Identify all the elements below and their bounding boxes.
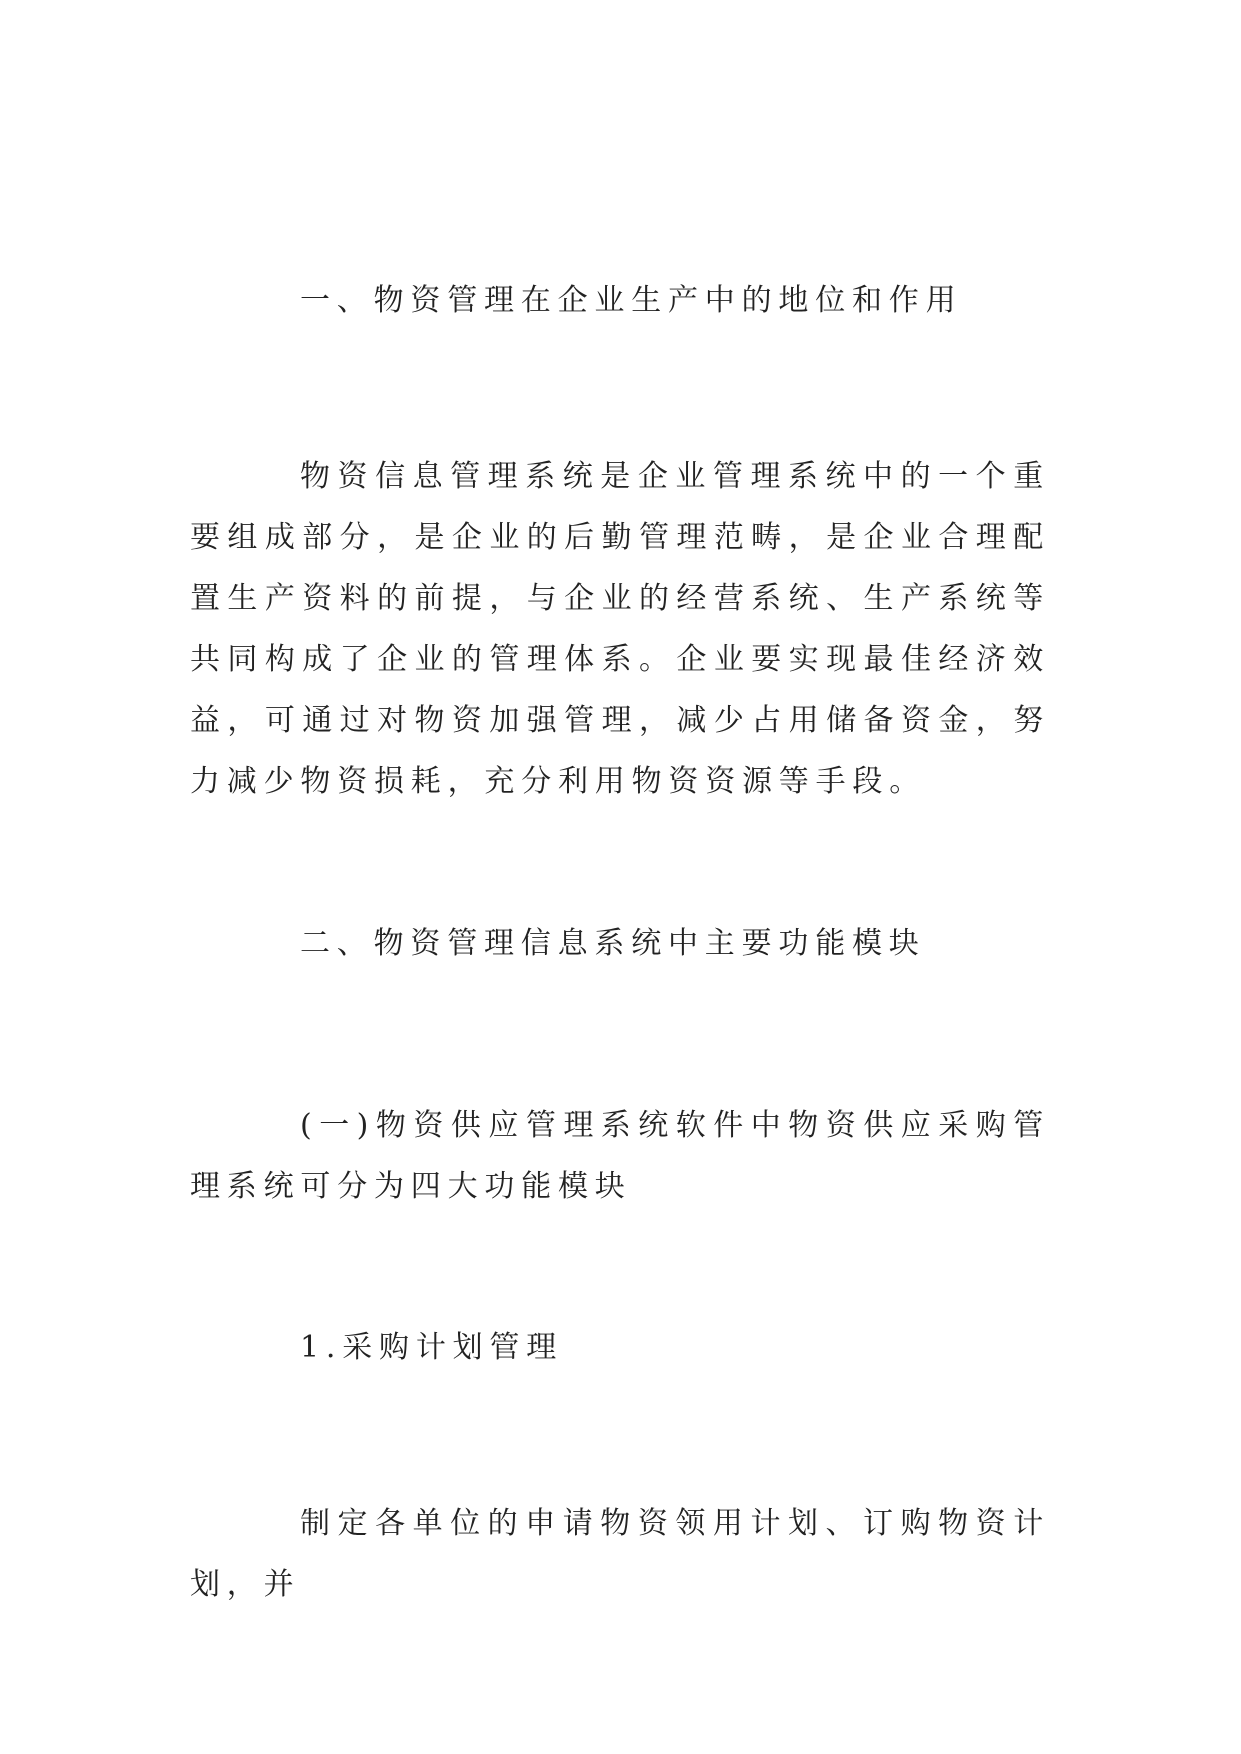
body-paragraph-1: 物资信息管理系统是企业管理系统中的一个重要组成部分，是企业的后勤管理范畴，是企业合理配置生产资料的前提，与企业的经营系统、生产系统等共同构成了企业的管理体系。企业要实现最佳经济效益，可通过对物资加强管理，减少占用储备资金，努力减少物资损耗，充分利用物资资源等手段。 — [190, 459, 1050, 799]
item-heading-1: 1.采购计划管理 — [300, 1330, 564, 1365]
subsection-heading-1: (一)物资供应管理系统软件中物资供应采购管理系统可分为四大功能模块 — [190, 1108, 1050, 1204]
section-heading-1: 一、物资管理在企业生产中的地位和作用 — [300, 283, 963, 318]
body-paragraph-2: 制定各单位的申请物资领用计划、订购物资计划，并 — [190, 1506, 1050, 1602]
section-heading-2: 二、物资管理信息系统中主要功能模块 — [300, 926, 926, 961]
